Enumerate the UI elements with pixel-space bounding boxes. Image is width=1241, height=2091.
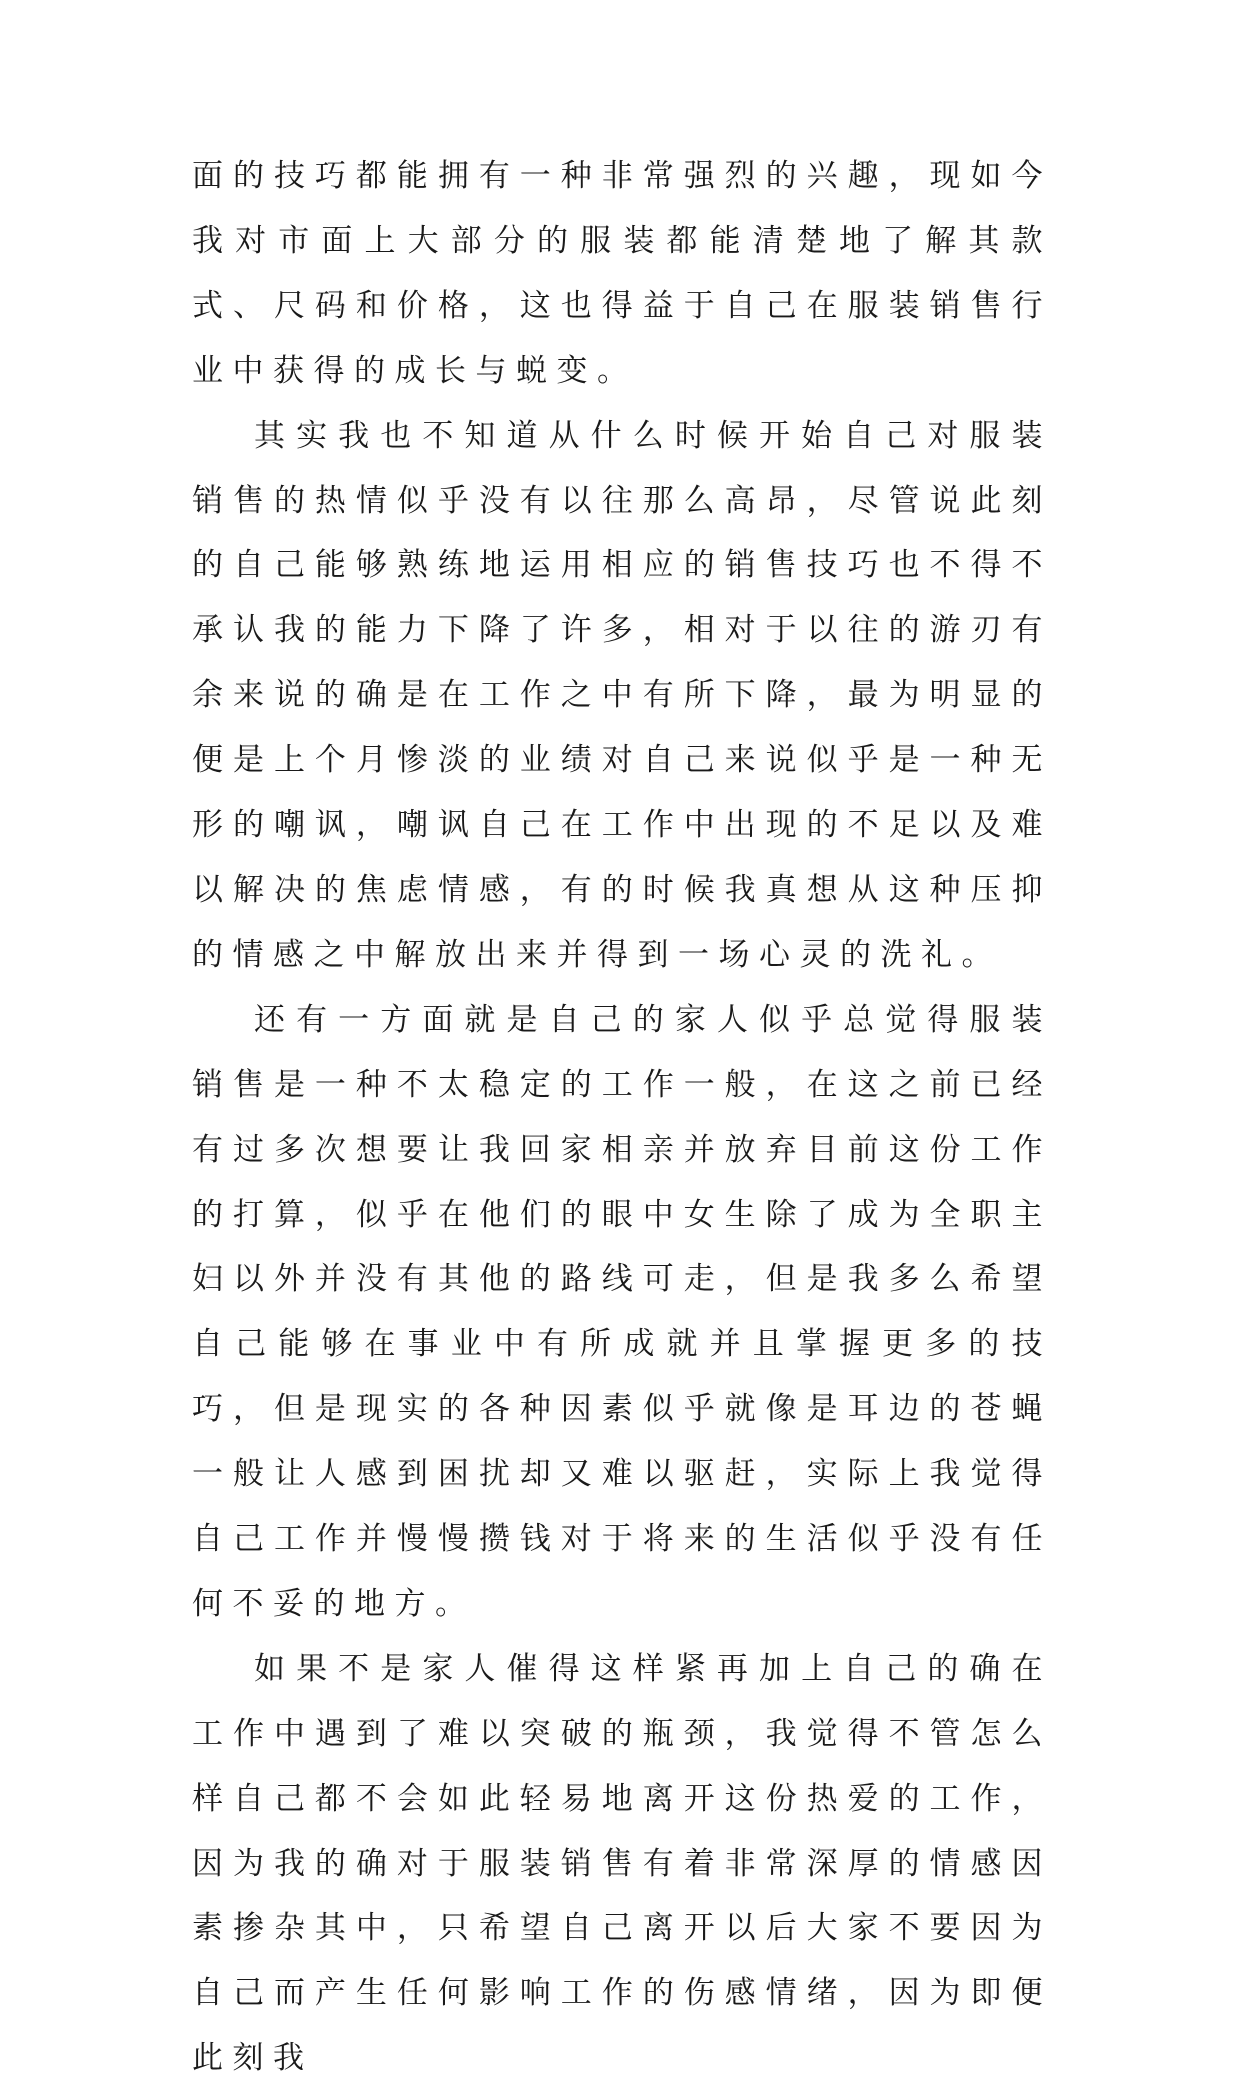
paragraph-3: 还有一方面就是自己的家人似乎总觉得服装销售是一种不太稳定的工作一般，在这之前已经有过多次想要让我回家相亲并放弃目前这份工作的打算，似乎在他们的眼中女生除了成为全职主妇以外并没有其他的路线可走，但是我多么希望自己能够在事业中有所成就并且掌握更多的技巧，但是现实的各种因素似乎就像是耳边的苍蝇一般让人感到困扰却又难以驱赶，实际上我觉得自己工作并慢慢攒钱对于将来的生活似乎没有任何不妥的地方。 <box>192 1001 1052 1622</box>
paragraph-1: 面的技巧都能拥有一种非常强烈的兴趣，现如今我对市面上大部分的服装都能清楚地了解其款式、尺码和价格，这也得益于自己在服装销售行业中获得的成长与蜕变。 <box>192 158 1052 389</box>
document-page <box>192 144 1052 2091</box>
paragraph-4: 如果不是家人催得这样紧再加上自己的确在工作中遇到了难以突破的瓶颈，我觉得不管怎么样自己都不会如此轻易地离开这份热爱的工作，因为我的确对于服装销售有着非常深厚的情感因素掺杂其中，只希望自己离开以后大家不要因为自己而产生任何影响工作的伤感情绪，因为即便此刻我 <box>192 1650 1052 2077</box>
paragraph-2: 其实我也不知道从什么时候开始自己对服装销售的热情似乎没有以往那么高昂，尽管说此刻的自己能够熟练地运用相应的销售技巧也不得不承认我的能力下降了许多，相对于以往的游刃有余来说的确是在工作之中有所下降，最为明显的便是上个月惨淡的业绩对自己来说似乎是一种无形的嘲讽，嘲讽自己在工作中出现的不足以及难以解决的焦虑情感，有的时候我真想从这种压抑的情感之中解放出来并得到一场心灵的洗礼。 <box>192 417 1052 973</box>
